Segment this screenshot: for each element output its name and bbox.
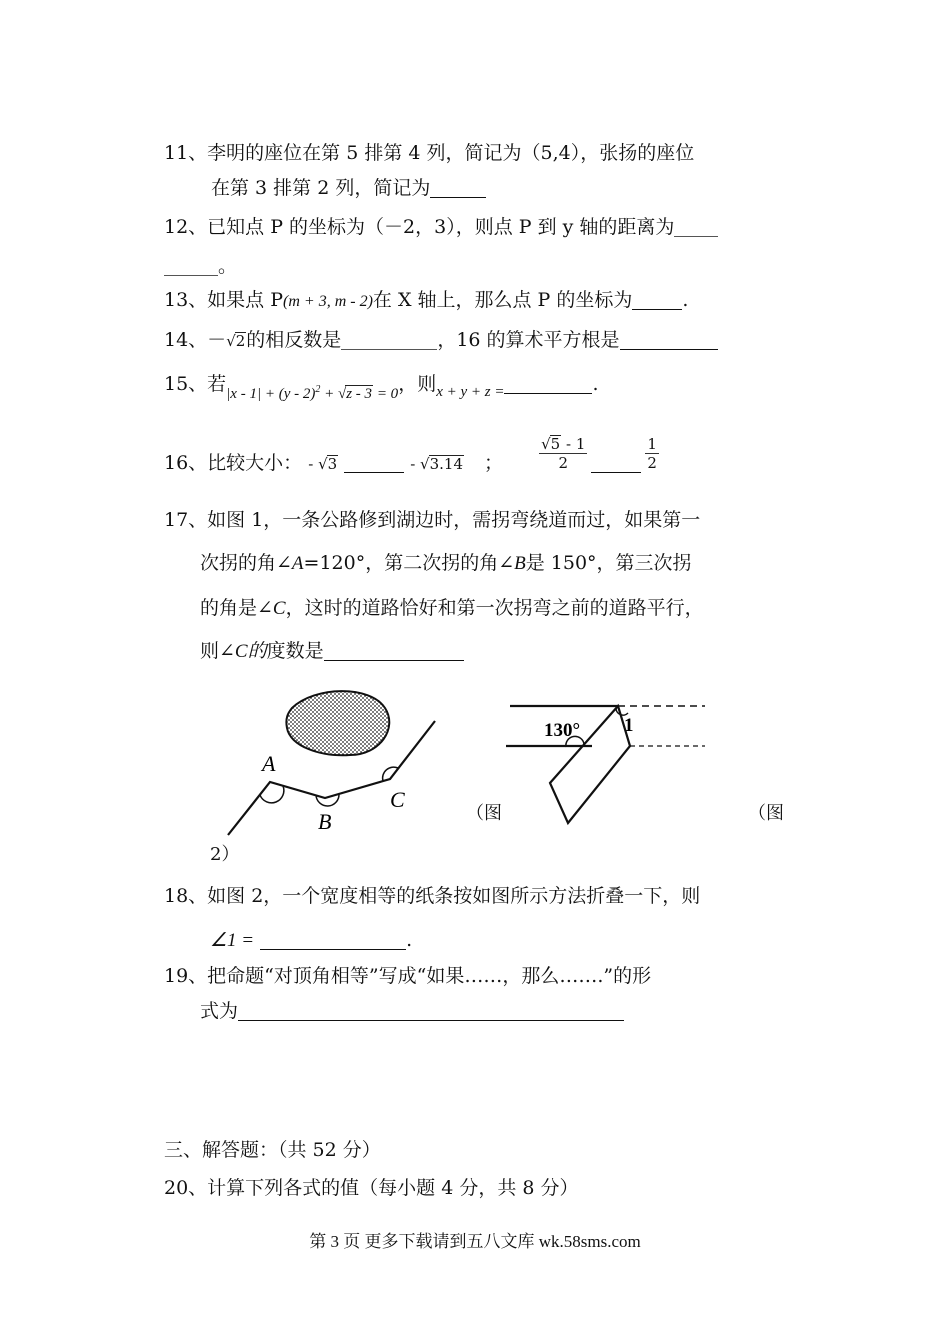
q12-answer-blank-b[interactable] xyxy=(164,255,218,276)
q14-answer-blank-a[interactable] xyxy=(341,329,437,350)
q16-fraction-d: $\frac{1}{2}$ xyxy=(647,434,657,472)
q14-pre: 14、－ xyxy=(164,329,227,351)
lake-shape xyxy=(286,691,389,755)
q14-mid2: ，16 的算术平方根是 xyxy=(437,329,620,351)
q15-answer-blank[interactable] xyxy=(504,373,592,394)
q17-line2: 次拐的角∠A=120°，第二次拐的角∠B是 150°，第三次拐 xyxy=(200,552,692,574)
fig1-label-b: B xyxy=(318,809,332,834)
fig2-caption: （图 xyxy=(748,803,784,824)
q13-line xyxy=(164,286,688,316)
figure-1-road-lake xyxy=(220,683,502,843)
section3-title: 三、解答题：（共 52 分） xyxy=(164,1139,381,1161)
q16-answer-blank-a[interactable] xyxy=(344,452,404,473)
fig2-angle-label: 130° xyxy=(544,720,581,741)
q15-end: . xyxy=(592,373,599,395)
q18-answer-blank[interactable] xyxy=(260,929,406,950)
q15-mid: ，则 xyxy=(398,373,437,395)
q19-line1: 19、把命题“对顶角相等”写成“如果……，那么…….”的形 xyxy=(164,965,652,987)
fig1-label-a: A xyxy=(262,751,276,776)
q15-line xyxy=(164,368,599,400)
q19-line2: 式为 xyxy=(200,997,624,1025)
fig2-label-1: 1 xyxy=(624,715,634,736)
q16-expr-a: - √3 xyxy=(308,455,338,473)
q17-line4: 则∠C的度数是 xyxy=(200,637,464,666)
q14-line xyxy=(164,326,718,355)
q12-end: 。 xyxy=(218,255,238,277)
q17-angle-c2: C xyxy=(234,641,248,662)
q13-mid: 在 X 轴上，那么点 P 的坐标为 xyxy=(372,289,633,311)
q11-answer-blank[interactable] xyxy=(430,177,486,198)
page-footer: 第 3 页 更多下载请到五八文库 wk.58sms.com xyxy=(309,1232,641,1251)
q16-answer-blank-b[interactable] xyxy=(591,452,641,473)
q17-line3: 的角是∠C，这时的道路恰好和第一次拐弯之前的道路平行， xyxy=(200,597,704,619)
q12-line2 xyxy=(164,252,237,280)
figure-2-folded-strip xyxy=(500,695,710,830)
q12-text: 12、已知点 P 的坐标为（－2，3），则点 P 到 y 轴的距离为 xyxy=(164,216,675,238)
q18-line2 xyxy=(210,926,412,955)
q16-fraction-c: $\frac{√5 - 1}{2}$ xyxy=(541,434,586,472)
q18-angle: ∠1 = xyxy=(210,930,255,951)
q12-line1 xyxy=(164,213,718,241)
q17-angle-a: A xyxy=(291,553,304,574)
q13-expr: (m + 3, m - 2) xyxy=(283,293,373,310)
q13-pre: 13、如果点 P xyxy=(164,289,284,311)
fig1-caption: （图 xyxy=(466,803,502,824)
q11-line1: 11、李明的座位在第 5 排第 4 列，简记为（5,4），张扬的座位 xyxy=(164,142,695,164)
fig-caption-tail: 2） xyxy=(210,844,240,865)
q17-answer-blank[interactable] xyxy=(324,640,464,661)
q14-sqrt: √2 xyxy=(226,332,246,350)
q15-condition: |x - 1| + (y - 2)2 + √z - 3 = 0 xyxy=(226,384,399,402)
q14-mid: 的相反数是 xyxy=(246,329,342,351)
q16-sep: ； xyxy=(484,452,504,474)
q11-line2 xyxy=(211,174,486,202)
fig1-label-c: C xyxy=(390,787,405,812)
q19-answer-blank[interactable] xyxy=(238,1000,624,1021)
q20-text: 20、计算下列各式的值（每小题 4 分，共 8 分） xyxy=(164,1177,579,1199)
q16-expr-b: - √3.14 xyxy=(410,455,463,473)
q18-line1: 18、如图 2，一个宽度相等的纸条按如图所示方法折叠一下，则 xyxy=(164,885,701,907)
q16-line xyxy=(164,434,659,478)
q11-line2-text: 在第 3 排第 2 列，简记为 xyxy=(211,177,431,199)
q14-answer-blank-b[interactable] xyxy=(620,329,718,350)
q15-sum: x + y + z = xyxy=(436,384,505,400)
q12-answer-blank-a[interactable] xyxy=(674,216,718,237)
q17-angle-b: B xyxy=(514,553,526,574)
q16-pre: 16、比较大小： xyxy=(164,452,303,474)
q15-pre: 15、若 xyxy=(164,373,227,395)
q13-end: . xyxy=(682,289,689,311)
q17-angle-c: C xyxy=(272,598,286,619)
q17-line1: 17、如图 1，一条公路修到湖边时，需拐弯绕道而过，如果第一 xyxy=(164,509,701,531)
q13-answer-blank[interactable] xyxy=(632,289,682,310)
q18-end: . xyxy=(406,929,413,951)
